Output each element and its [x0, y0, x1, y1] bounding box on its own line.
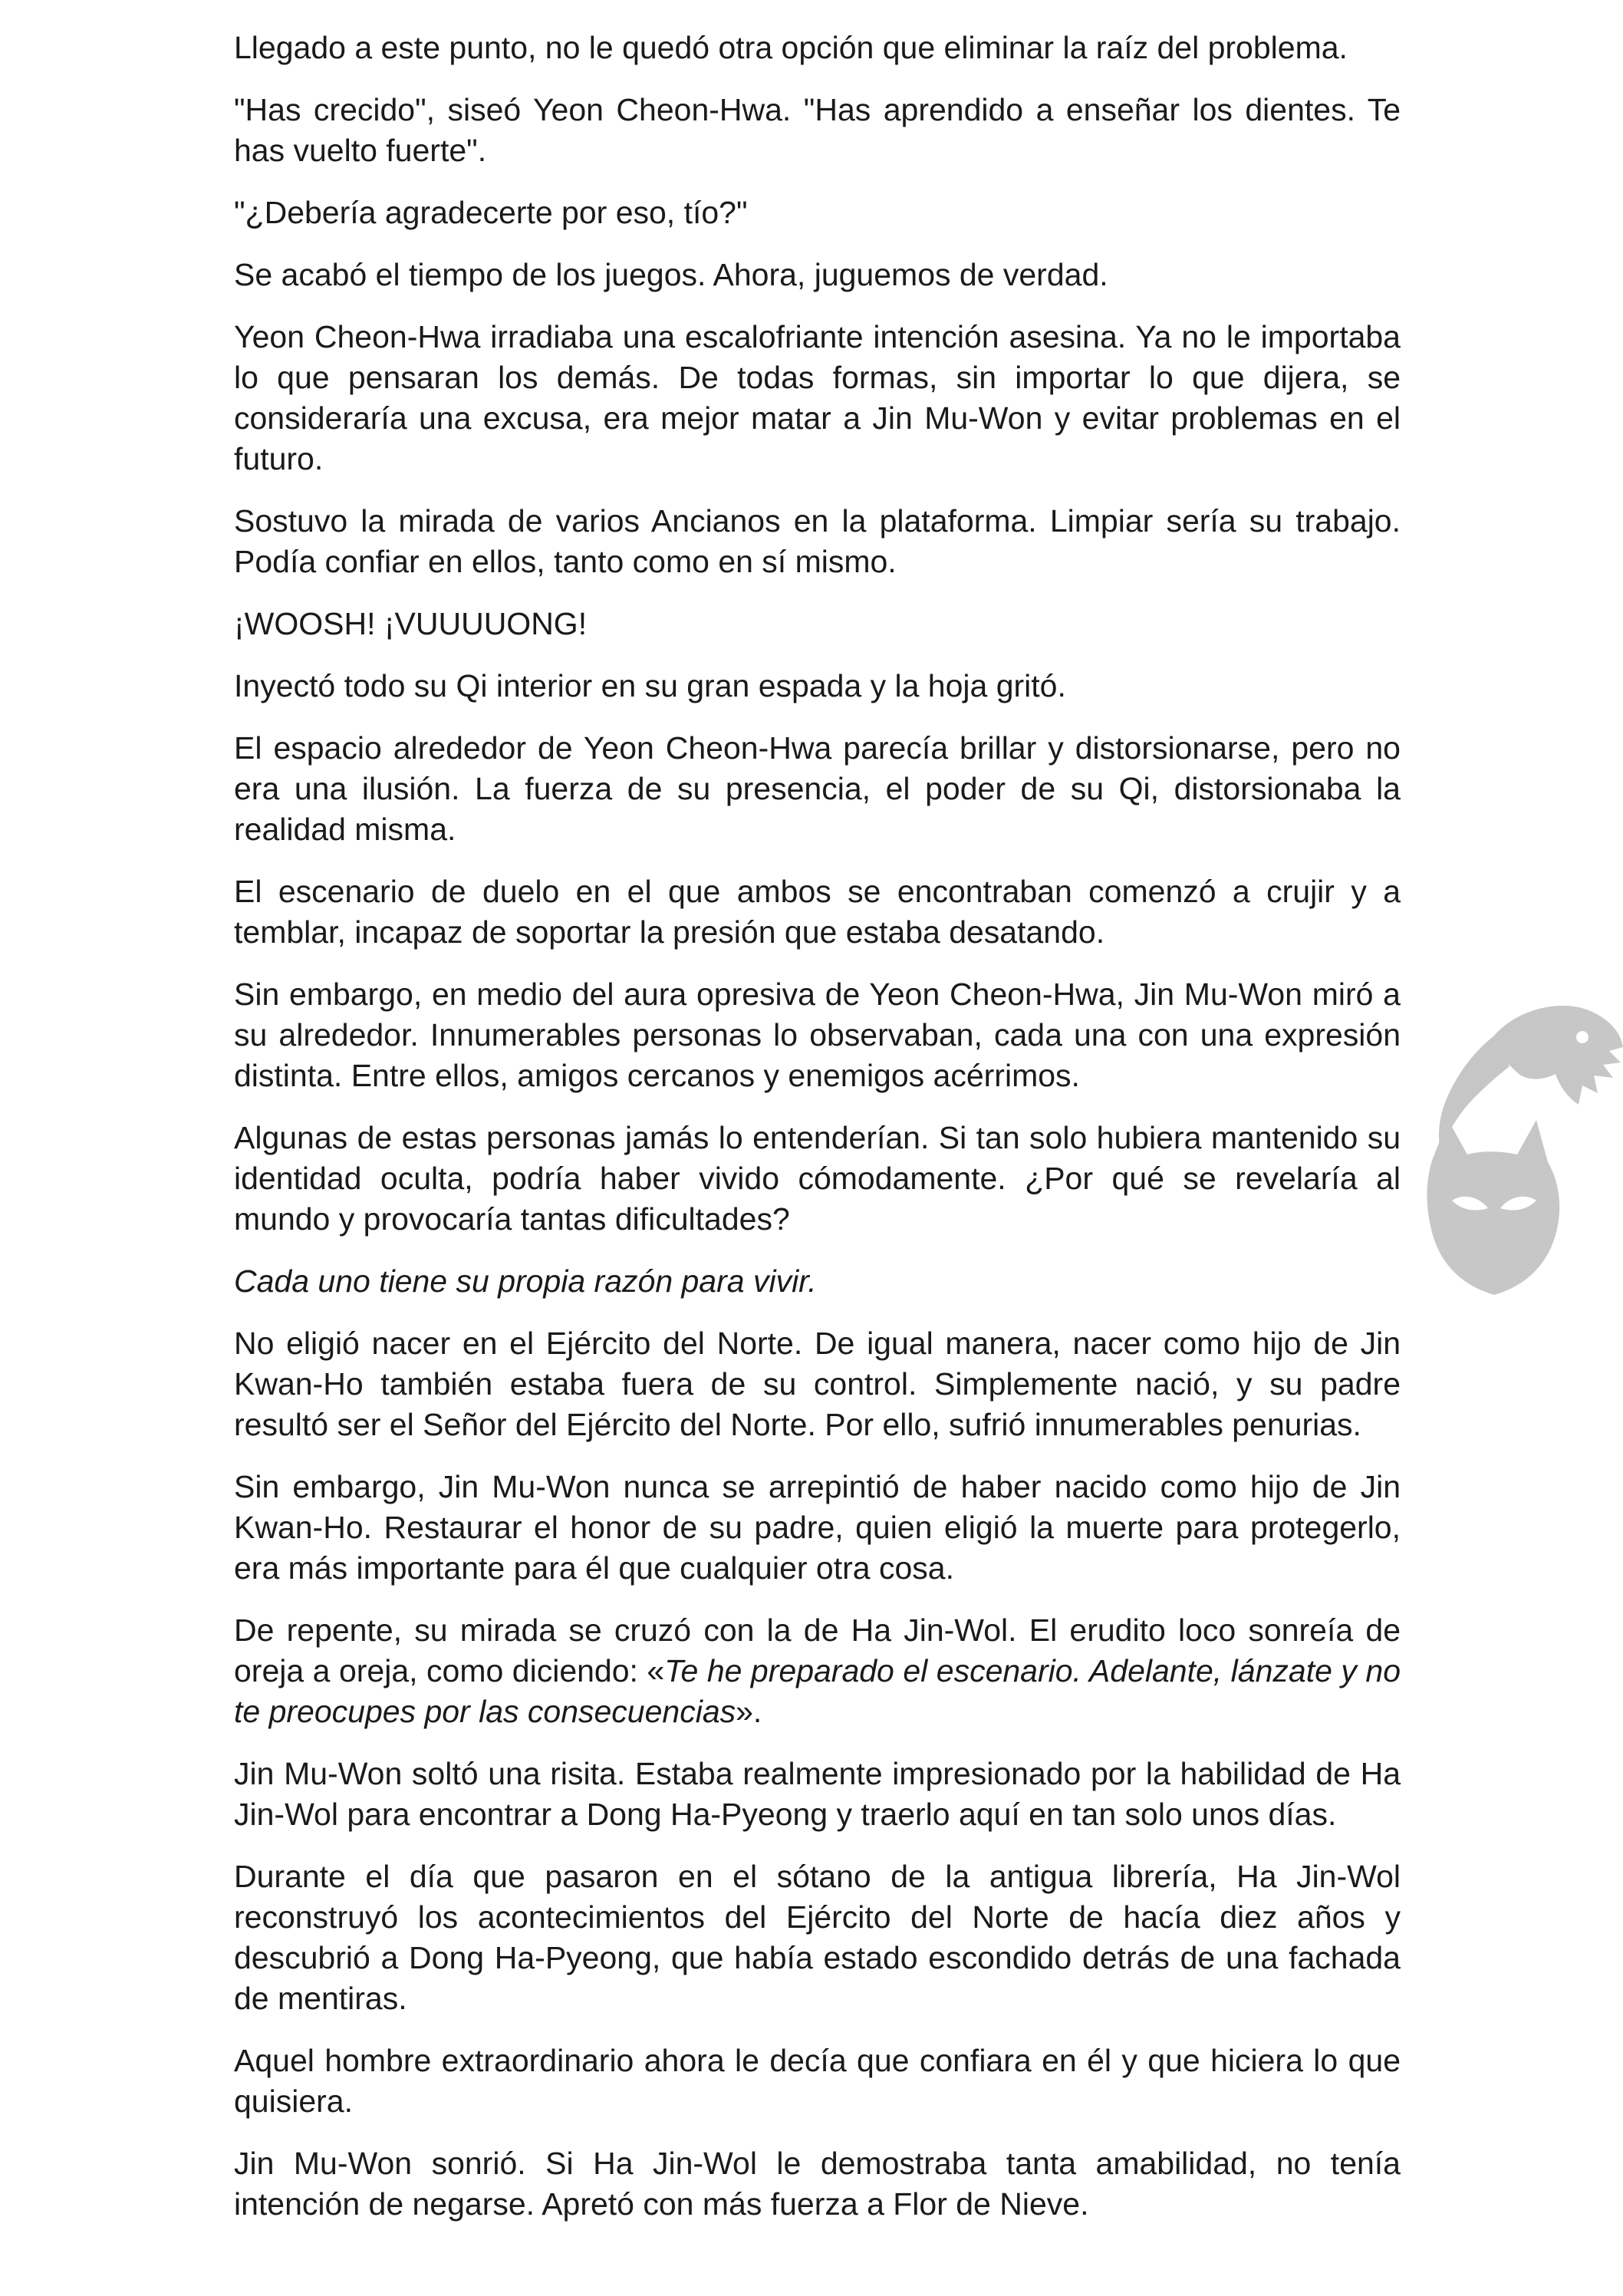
dragon-masked-head-icon [1402, 990, 1623, 1296]
paragraph-3: "¿Debería agradecerte por eso, tío?" [234, 195, 748, 230]
paragraph-18: Durante el día que pasaron en el sótano de la antigua librería, Ha Jin-Wol reconstruyó los acontecimientos del Ejército del Norte de hacía diez años y descubrió a Dong Ha-Pyeong, que había estado escondido detrás de una fachada de mentiras. [234, 1859, 1401, 2016]
paragraph-10: El escenario de duelo en el que ambos se encontraban comenzó a crujir y a temblar, incapaz de soportar la presión que estaba desatando. [234, 874, 1401, 950]
paragraph-5: Yeon Cheon-Hwa irradiaba una escalofriante intención asesina. Ya no le importaba lo que pensaran los demás. De todas formas, sin importar lo que dijera, se consideraría una excusa, era mejor matar a Jin Mu-Won y evitar problemas en el futuro. [234, 319, 1401, 476]
paragraph-14: No eligió nacer en el Ejército del Norte. De igual manera, nacer como hijo de Jin Kwan-Ho también estaba fuera de su control. Simplemente nació, y su padre resultó ser el Señor del Ejército del Norte. Por ello, sufrió innumerables penurias. [234, 1326, 1401, 1442]
paragraph-13-italic: Cada uno tiene su propia razón para vivir. [234, 1263, 817, 1299]
paragraph-16-text: De repente, su mirada se cruzó con la de Ha Jin-Wol. El erudito loco sonreía de oreja a oreja, como diciendo: « [234, 1612, 1401, 1688]
paragraph-11: Sin embargo, en medio del aura opresiva de Yeon Cheon-Hwa, Jin Mu-Won miró a su alrededor. Innumerables personas lo observaban, cada una con una expresión distinta. Entre ellos, amigos cercanos y enemigos acérrimos. [234, 977, 1401, 1093]
paragraph-16-closing: ». [736, 1694, 762, 1729]
paragraph-17: Jin Mu-Won soltó una risita. Estaba realmente impresionado por la habilidad de Ha Jin-Wol para encontrar a Dong Ha-Pyeong y traerlo aquí en tan solo unos días. [234, 1756, 1401, 1832]
paragraph-20: Jin Mu-Won sonrió. Si Ha Jin-Wol le demostraba tanta amabilidad, no tenía intención de negarse. Apretó con más fuerza a Flor de Nieve. [234, 2146, 1401, 2222]
paragraph-16-italic-quote: Te he preparado el escenario. Adelante, lánzate y no te preocupes por las consecuencias [234, 1653, 1401, 1729]
paragraph-2: "Has crecido", siseó Yeon Cheon-Hwa. "Has aprendido a enseñar los dientes. Te has vuelto fuerte". [234, 92, 1401, 168]
paragraph-15: Sin embargo, Jin Mu-Won nunca se arrepintió de haber nacido como hijo de Jin Kwan-Ho. Restaurar el honor de su padre, quien eligió la muerte para protegerlo, era más importante para él que cualquier otra cosa. [234, 1469, 1401, 1586]
paragraph-16 [234, 1610, 1401, 1732]
paragraph-19: Aquel hombre extraordinario ahora le decía que confiara en él y que hiciera lo que quisiera. [234, 2043, 1401, 2119]
paragraph-4: Se acabó el tiempo de los juegos. Ahora, juguemos de verdad. [234, 257, 1108, 292]
paragraph-1: Llegado a este punto, no le quedó otra opción que eliminar la raíz del problema. [234, 30, 1348, 65]
paragraph-9: El espacio alrededor de Yeon Cheon-Hwa parecía brillar y distorsionarse, pero no era una ilusión. La fuerza de su presencia, el poder de su Qi, distorsionaba la realidad misma. [234, 730, 1401, 847]
document-body [234, 28, 1401, 2246]
paragraph-8: Inyectó todo su Qi interior en su gran espada y la hoja gritó. [234, 668, 1066, 703]
paragraph-7: ¡WOOSH! ¡VUUUUONG! [234, 606, 588, 641]
paragraph-12: Algunas de estas personas jamás lo entenderían. Si tan solo hubiera mantenido su identidad oculta, podría haber vivido cómodamente. ¿Por qué se revelaría al mundo y provocaría tantas dificultades? [234, 1120, 1401, 1237]
paragraph-6: Sostuvo la mirada de varios Ancianos en la plataforma. Limpiar sería su trabajo. Podía confiar en ellos, tanto como en sí mismo. [234, 503, 1401, 579]
